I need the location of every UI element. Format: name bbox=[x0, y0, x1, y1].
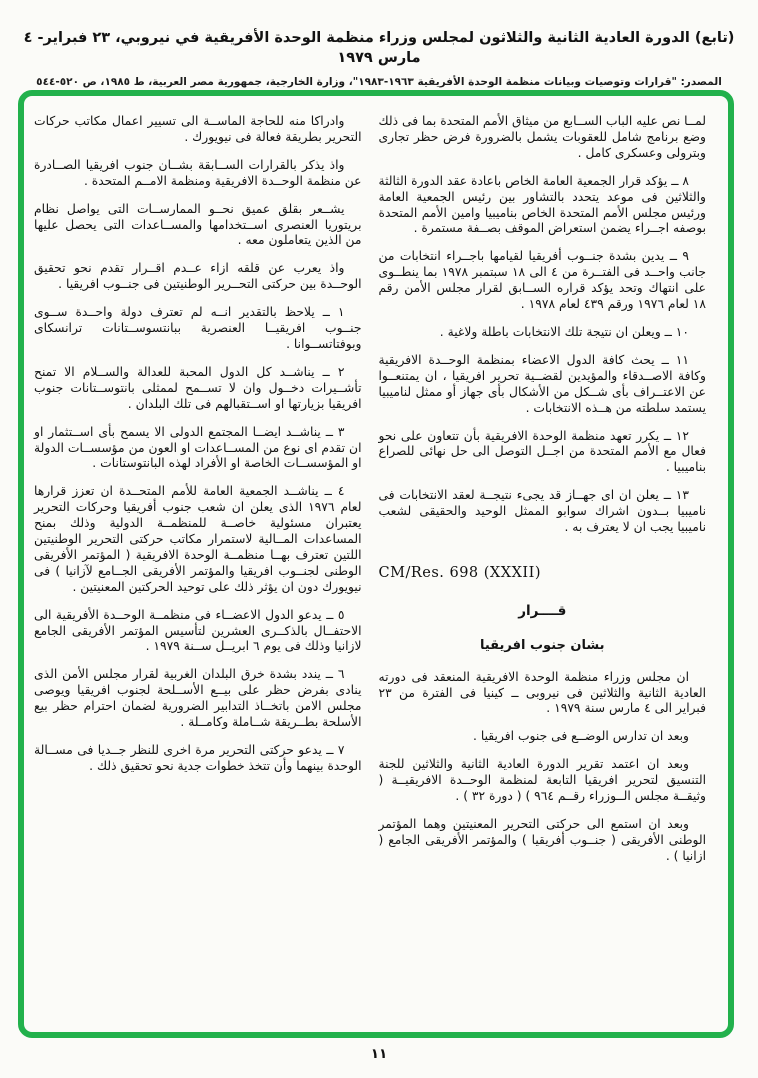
header-title: (تابع) الدورة العادية الثانية والثلاثون لمجلس وزراء منظمة الوحدة الأفريقية في نيروبي، ٢٣ فبراير- ٤ مارس ١٩٧٩ bbox=[23, 30, 735, 66]
paragraph-item-6: ٦ ــ يندد بشدة خرق البلدان الغربية لقرار مجلس الأمن الذى ينادى بفرض حظر على بيــع الأســلحة لجنوب افريقيا ويوصى مجلس الامن باتخــاذ التدابير الضرورية لضمان احترام حظر بيع الأسلحة بطــريقة شــاملة وكامــلة . bbox=[34, 667, 362, 730]
header-source: المصدر: "قرارات وتوصيات وبيانات منظمة الوحدة الأفريقية ١٩٦٣-١٩٨٣"، وزارة الخارجية، جمهورية مصر العربية، ط ١٩٨٥، ص ٥٢٠-٥٤٤ bbox=[36, 76, 722, 88]
resolution-title: قــــرار bbox=[518, 602, 567, 619]
paragraph-item-8: ٨ ــ يؤكد قرار الجمعية العامة الخاص باعادة عقد الدورة الثالثة والثلاثين فى موعد يتحدد بالتشاور بين رئيس الجمعية العامة ورئيس مجلس الأمم المتحدة الخاص بناميبيا وامين الأمم المتحدة بوصفه اجــراء يضمن استعراض الموقف بصــفة مستمرة . bbox=[378, 173, 706, 236]
paragraph-item-3: ٣ ــ يناشــد ايضــا المجتمع الدولى الا يسمح بأى اســتثمار او ان تقدم اى نوع من المســاعدات او العون من مؤسســات الدولة او المؤسســات الخاصة او الأفراد لهذه البانتوستانات . bbox=[34, 424, 362, 471]
paragraph-preamble-4: وبعد ان استمع الى حركتى التحرير المعنيتين وهما المؤتمر الوطنى الأفريقى ( جنــوب أفريقيا ) والمؤتمر الأفريقى الجامع ( ازانيا ) . bbox=[378, 817, 706, 863]
paragraph-preamble-3: وبعد ان اعتمد تقرير الدورة العادية الثانية والثلاثين للجنة التنسيق لتحرير افريقيا التابعة لمنظمة الوحــدة الافريقيــة ( وثيقــة مجلس الــوزراء رقــم ٩٦٤ ) ( دورة ٣٢ ) . bbox=[378, 757, 706, 804]
page-number: ١١ bbox=[370, 1046, 388, 1062]
text-columns bbox=[20, 100, 720, 877]
paragraph-item-13: ١٣ ــ يعلن ان اى جهــاز قد يجىء نتيجــة لعقد الانتخابات فى ناميبيا بــدون اشراك سوابو الممثل الوحيد والحقيقى لشعب ناميبيا يجب ان لا يعترف به . bbox=[378, 488, 706, 535]
paragraph: يشــعر بقلق عميق نحــو الممارســات التى يواصل نظام بريتوريا العنصرى اســتخدامها والمســاعدات التى يحصل عليها من الذين يتعاملون معه . bbox=[34, 201, 362, 248]
paragraph-item-5: ٥ ــ يدعو الدول الاعضــاء فى منظمــة الوحــدة الأفريقية الى الاحتفــال بالذكــرى العشرين لتأسيس المؤتمر الأفريقى الجامع لازانيا وذلك فى يوم ٦ ابريــل ســنة ١٩٧٩ . bbox=[34, 607, 362, 654]
paragraph: واذ يعرب عن قلقه ازاء عــدم اقــرار تقدم نحو تحقيق الوحــدة بين حركتى التحــرير الوطنيتين فى جنــوب افريقيا . bbox=[34, 261, 362, 292]
paragraph: واذ يذكر بالقرارات الســابقة بشــان جنوب افريقيا الصــادرة عن منظمة الوحــدة الافريقية ومنظمة الامــم المتحدة . bbox=[34, 157, 362, 188]
paragraph-item-4: ٤ ــ يناشــد الجمعية العامة للأمم المتحــدة ان تعزز قرارها لعام ١٩٧٦ الذى يعلن ان شعب جنوب أفريقيا وحركات التحرير يعتبران مسئولية خاصــة للمنظمــة الدولية وذلك بمنح المساعدات المــالية لاستمرار مكاتب حركتى التحرير الوطنيتين اللتين تعترف بهــا منظمــة الوحدة الافريقية ( المؤتمر الأفريقى الوطنى لجنــوب افريقيا والمؤتمر الأفريقى الجــامع لآزانيا ) فى نيويورك دون ان يؤثر ذلك على توحيد الحركتين المعنيتين . bbox=[34, 484, 362, 594]
paragraph-item-10: ١٠ ــ ويعلن ان نتيجة تلك الانتخابات باطلة ولاغية . bbox=[439, 324, 689, 339]
resolution-code: CM/Res. 698 (XXXII) bbox=[378, 564, 542, 581]
right-column bbox=[379, 114, 707, 877]
paragraph-item-2: ٢ ــ يناشــد كل الدول المحبة للعدالة والســلام الا تمنح تأشــيرات دخــول وان لا تســمح لممثلى بانتوســتانات جنوب افريقيا بزيارتها او اســتقبالهم فى تلك البلدان . bbox=[34, 364, 362, 411]
paragraph-item-9: ٩ ــ يدين بشدة جنــوب أفريقيا لقيامها باجــراء انتخابات من جانب واحــد فى الفتــرة من ٤ الى ١٨ سبتمبر ١٩٧٨ بما ينطــوى على انتهاك وتحد يؤكد قراره الســابق لقرار مجلس الأمن رقم ١٨ لعام ١٩٧٦ ورقم ٤٣٩ لعام ١٩٧٨ . bbox=[378, 249, 707, 312]
page-header bbox=[0, 28, 758, 90]
paragraph: لمــا نص عليه الباب الســابع من ميثاق الأمم المتحدة بما فى ذلك وضع برنامج شامل للعقوبات يشمل بالضرورة فرض حظر تجارى وبترولى وعسكرى كامل . bbox=[378, 114, 706, 160]
paragraph-item-11: ١١ ــ يحث كافة الدول الاعضاء بمنظمة الوحــدة الافريقية وكافة الاصــدقاء والمؤيدين لقضــية تحرير افريقيا ، ان يمتنعــوا عن الاعتــراف بأى شــكل من الأشكال بأى جهاز أو ممثل لناميبيا يستمد سلطته من هــذه الانتخابات . bbox=[378, 352, 706, 415]
resolution-subtitle: بشان جنوب افريقيا bbox=[479, 637, 605, 653]
paragraph-item-1: ١ ــ يلاحظ بالتقدير انــه لم تعترف دولة واحــدة ســوى جنــوب افريقيــا العنصرية ببانتسوســتانات ترانسكاى وبوفتاتســوانا . bbox=[34, 305, 362, 351]
paragraph-item-7: ٧ ــ يدعو حركتى التحرير مرة اخرى للنظر جــديا فى مســالة الوحدة بينهما وأن تتخذ خطوات جدية نحو تحقيق ذلك . bbox=[34, 743, 362, 773]
left-column bbox=[34, 114, 362, 877]
paragraph: وادراكا منه للحاجة الماســة الى تسيير اعمال مكاتب حركات التحرير بطريقة فعالة فى نيويورك . bbox=[34, 114, 362, 144]
paragraph-preamble-2: وبعد ان تدارس الوضــع فى جنوب افريقيا . bbox=[473, 729, 689, 744]
paragraph-preamble-1: ان مجلس وزراء منظمة الوحدة الافريقية المنعقد فى دورته العادية الثانية والثلاثين فى نيروبى ــ كينيا فى الفترة من ٢٣ فبراير الى ٤ مارس سنة ١٩٧٩ . bbox=[378, 669, 706, 716]
paragraph-item-12: ١٢ ــ يكرر تعهد منظمة الوحدة الافريقية بأن تتعاون على نحو فعال مع الأمم المتحدة من اجــل التوصل الى حل نهائى للصراع بناميبيا . bbox=[378, 428, 706, 475]
